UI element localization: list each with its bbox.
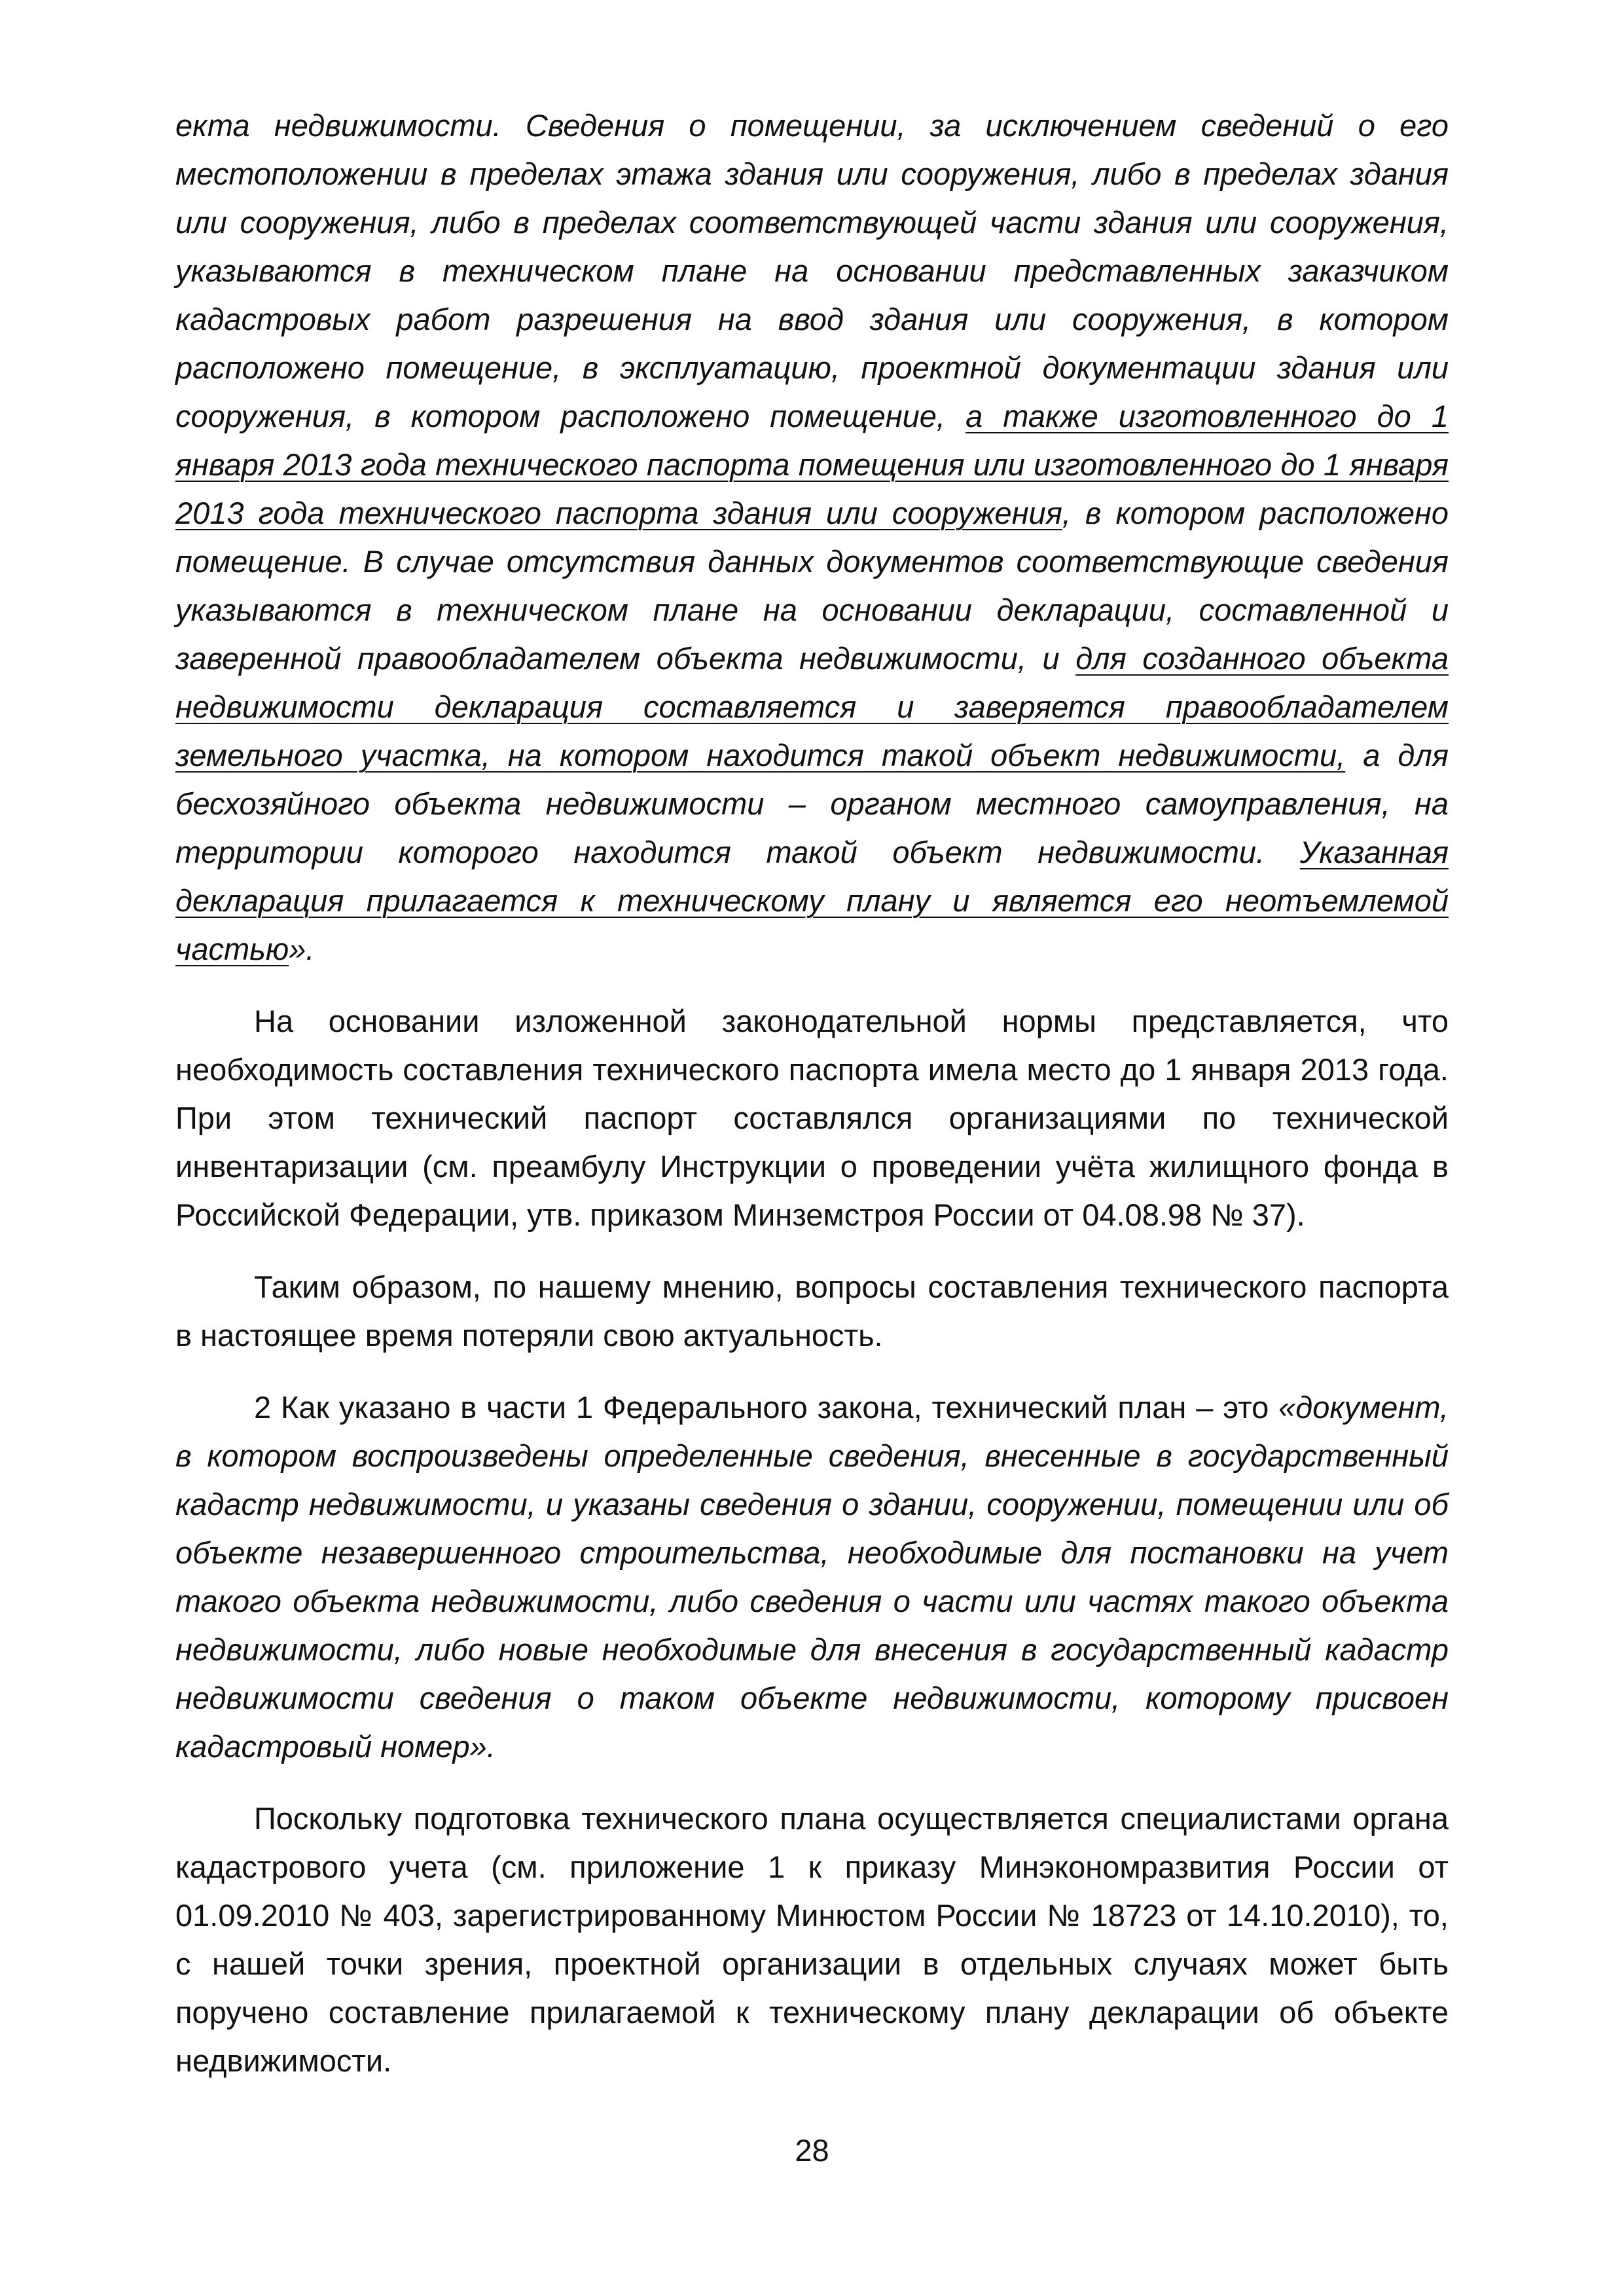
quote-underlined-passport: а также изготовленного до 1 января 2013 года технического паспорта помещения или изготовленного до 1 января 2013 года технического паспорта здания или сооружения [175, 399, 1449, 530]
definition-quote: «документ, в котором воспроизведены определенные сведения, внесенные в государственный кадастр недвижимости, и указаны сведения о здании, сооружении, помещении или об объекте незавершенного строительства, необходимые для постановки на учет такого объекта недвижимости, либо сведения о части или частях такого объекта недвижимости, либо новые необходимые для внесения в государственный кадастр недвижимости сведения о таком объекте недвижимости, которому присвоен кадастровый номер». [175, 1390, 1449, 1764]
quote-closing: ». [289, 932, 315, 966]
definition-intro: 2 Как указано в части 1 Федерального закона, технический план – это [254, 1390, 1279, 1425]
paragraph-passport-necessity: На основании изложенной законодательной нормы представляется, что необходимость составления технического паспорта имела место до 1 января 2013 года. При этом технический паспорт составлялся организациями по технической инвентаризации (см. преамбулу Инструкции о проведении учёта жилищного фонда в Российской Федерации, утв. приказом Минземстроя России от 04.08.98 № 37). [175, 1004, 1449, 1232]
paragraph-preparation: Поскольку подготовка технического плана осуществляется специалистами органа кадастрового учета (см. приложение 1 к приказу Минэкономразвития России от 01.09.2010 № 403, зарегистрированному Минюстом России № 18723 от 14.10.2010), то, с нашей точки зрения, проектной организации в отдельных случаях может быть поручено составление прилагаемой к техническому плану декларации об объекте недвижимости. [175, 1801, 1449, 2078]
quote-text-2: , в котором расположено помещение. В случае отсутствия данных документов соответствующие сведения указываются в техническом плане на основании декларации, составленной и заверенной правообладателем объекта недвижимости, и [175, 496, 1449, 676]
quote-underlined-annex: Указанная декларация прилагается к техническому плану и является его неотъемлемой частью [175, 835, 1449, 966]
quote-underlined-declaration: для созданного объекта недвижимости декларация составляется и заверяется правообладателем земельного участка, на котором находится такой объект недвижимости, [175, 641, 1449, 773]
quote-text-3: а для бесхозяйного объекта недвижимости – органом местного самоуправления, на территории которого находится такой объект недвижимости. [175, 738, 1449, 869]
paragraph-quote-continuation [175, 101, 1449, 974]
paragraph-technical-plan-definition [175, 1383, 1449, 1771]
document-page [175, 101, 1449, 2085]
quote-text-1: екта недвижимости. Сведения о помещении, за исключением сведений о его местоположении в пределах этажа здания или сооружения, либо в пределах здания или сооружения, либо в пределах соответствующей части здания или сооружения, указываются в техническом плане на основании представленных заказчиком кадастровых работ разрешения на ввод здания или сооружения, в котором расположено помещение, в эксплуатацию, проектной документации здания или сооружения, в котором расположено помещение, [175, 108, 1449, 433]
page-number: 28 [795, 2133, 829, 2168]
paragraph-conclusion: Таким образом, по нашему мнению, вопросы составления технического паспорта в настоящее время потеряли свою актуальность. [175, 1269, 1449, 1353]
